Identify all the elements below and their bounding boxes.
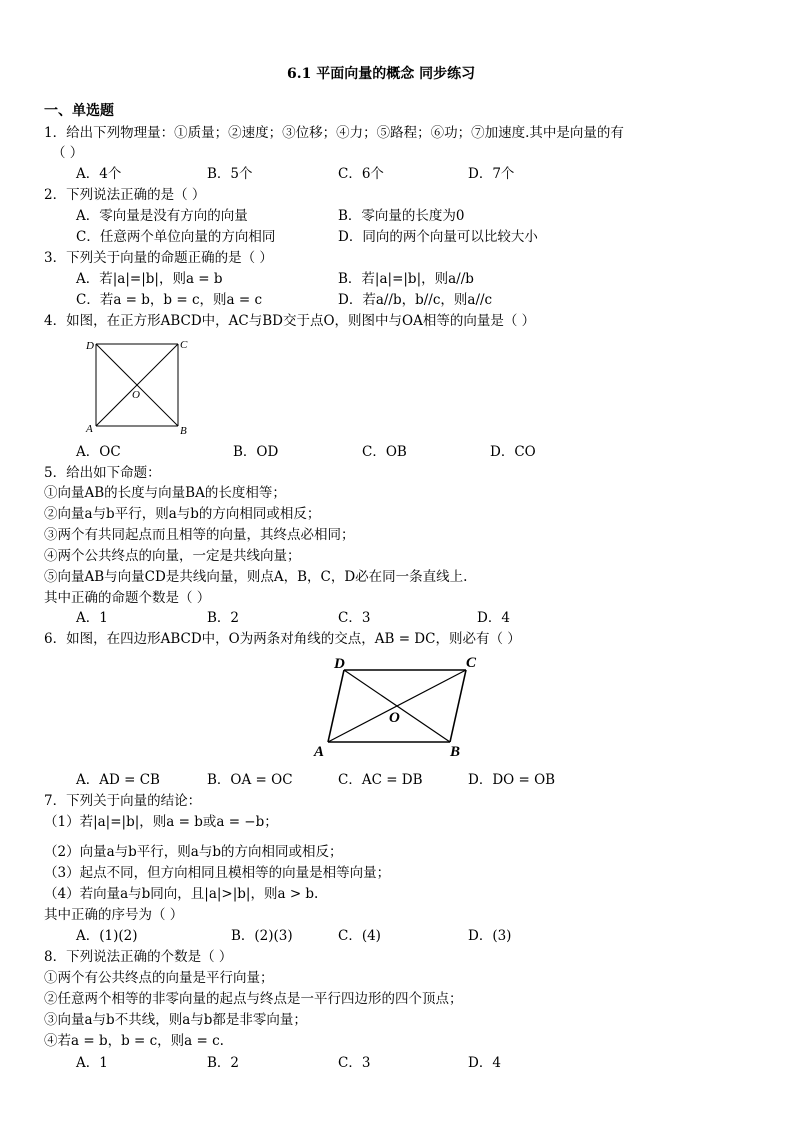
q4-label-a: A <box>86 423 93 435</box>
q5-option-c: C．3 <box>338 610 371 626</box>
q8-item-1: ①两个有公共终点的向量是平行向量； <box>44 970 274 986</box>
q2-option-c: C．任意两个单位向量的方向相同 <box>76 229 276 245</box>
q4-option-d: D．CO <box>490 444 536 460</box>
q2-option-b: B．零向量的长度为0 <box>338 208 465 224</box>
q8-option-c: C．3 <box>338 1055 371 1071</box>
q7-option-d: D．(3) <box>468 928 512 944</box>
q6-label-c: C <box>466 655 477 671</box>
q6-diagonal-ca <box>328 670 466 742</box>
q6-option-a: A．AD = CB <box>76 772 160 788</box>
q6-label-b: B <box>450 744 461 760</box>
q6-option-c: C．AC = DB <box>338 772 423 788</box>
q7-ask: 其中正确的序号为（ ） <box>44 907 184 923</box>
q3-option-c: C．若a = b，b = c，则a = c <box>76 292 263 308</box>
q6-label-a: A <box>314 744 325 760</box>
q5-option-d: D．4 <box>477 610 510 626</box>
q4-label-o: O <box>132 389 140 401</box>
q6-option-b: B．OA = OC <box>207 772 293 788</box>
q1-stem: 1．给出下列物理量：①质量；②速度；③位移；④力；⑤路程；⑥功；⑦加速度.其中是向量的有 <box>44 125 624 141</box>
q7-option-c: C．(4) <box>338 928 381 944</box>
q5-ask: 其中正确的命题个数是（ ） <box>44 590 211 606</box>
q6-parallelogram-figure <box>310 652 490 760</box>
q7-stem: 7．下列关于向量的结论： <box>44 793 202 809</box>
q5-item-5: ⑤向量AB与向量CD是共线向量，则点A，B，C，D必在同一条直线上. <box>44 569 468 585</box>
q3-stem: 3．下列关于向量的命题正确的是（ ） <box>44 250 273 266</box>
q4-option-a: A．OC <box>76 444 121 460</box>
q4-square-figure <box>84 334 194 436</box>
section-heading: 一、单选题 <box>44 103 114 119</box>
q8-option-d: D．4 <box>468 1055 501 1071</box>
q5-item-3: ③两个有共同起点而且相等的向量，其终点必相同； <box>44 527 355 543</box>
q5-stem: 5．给出如下命题： <box>44 465 161 481</box>
q7-item-2: （2）向量a与b平行，则a与b的方向相同或相反； <box>44 844 343 860</box>
q4-option-b: B．OD <box>233 444 279 460</box>
q1-paren: （ ） <box>52 145 84 161</box>
q4-stem: 4．如图，在正方形ABCD中，AC与BD交于点O，则图中与OA相等的向量是（ ） <box>44 313 536 329</box>
q8-item-2: ②任意两个相等的非零向量的起点与终点是一平行四边形的四个顶点； <box>44 991 463 1007</box>
page-title: 6.1 平面向量的概念 同步练习 <box>287 66 476 82</box>
q5-option-b: B．2 <box>207 610 240 626</box>
q3-option-d: D．若a//b，b//c，则a//c <box>338 292 493 308</box>
q8-option-a: A．1 <box>76 1055 108 1071</box>
q5-item-4: ④两个公共终点的向量，一定是共线向量； <box>44 548 301 564</box>
q6-edge-cb <box>450 670 466 742</box>
q7-option-b: B．(2)(3) <box>231 928 293 944</box>
q6-label-d: D <box>334 656 345 672</box>
q6-option-d: D．DO = OB <box>468 772 556 788</box>
q1-option-a: A．4个 <box>76 166 122 182</box>
q5-option-a: A．1 <box>76 610 108 626</box>
q4-label-d: D <box>86 340 94 352</box>
q6-edge-ad <box>328 670 344 742</box>
q2-option-a: A．零向量是没有方向的向量 <box>76 208 248 224</box>
q1-option-c: C．6个 <box>338 166 384 182</box>
q7-item-1: （1）若|a|=|b|，则a = b或a = −b； <box>44 814 278 830</box>
q6-stem: 6．如图，在四边形ABCD中，O为两条对角线的交点，AB = DC，则必有（ ） <box>44 631 521 647</box>
q4-option-c: C．OB <box>362 444 407 460</box>
q5-item-2: ②向量a与b平行，则a与b的方向相同或相反； <box>44 506 321 522</box>
q4-label-c: C <box>180 339 188 351</box>
q8-option-b: B．2 <box>207 1055 240 1071</box>
q2-stem: 2．下列说法正确的是（ ） <box>44 187 206 203</box>
q8-item-4: ④若a = b，b = c，则a = c. <box>44 1033 224 1049</box>
q4-label-b: B <box>180 425 187 436</box>
q2-option-d: D．同向的两个向量可以比较大小 <box>338 229 538 245</box>
q7-item-4: （4）若向量a与b同向，且|a|>|b|，则a > b. <box>44 886 319 902</box>
q3-option-b: B．若|a|=|b|，则a//b <box>338 271 474 287</box>
q5-item-1: ①向量AB的长度与向量BA的长度相等； <box>44 485 286 501</box>
q8-item-3: ③向量a与b不共线，则a与b都是非零向量； <box>44 1012 307 1028</box>
q1-option-d: D．7个 <box>468 166 515 182</box>
q7-option-a: A．(1)(2) <box>76 928 138 944</box>
q6-label-o: O <box>389 710 400 726</box>
q1-option-b: B．5个 <box>207 166 253 182</box>
q8-stem: 8．下列说法正确的个数是（ ） <box>44 949 233 965</box>
q7-item-3: （3）起点不同，但方向相同且模相等的向量是相等向量； <box>44 865 391 881</box>
q3-option-a: A．若|a|=|b|，则a = b <box>76 271 223 287</box>
